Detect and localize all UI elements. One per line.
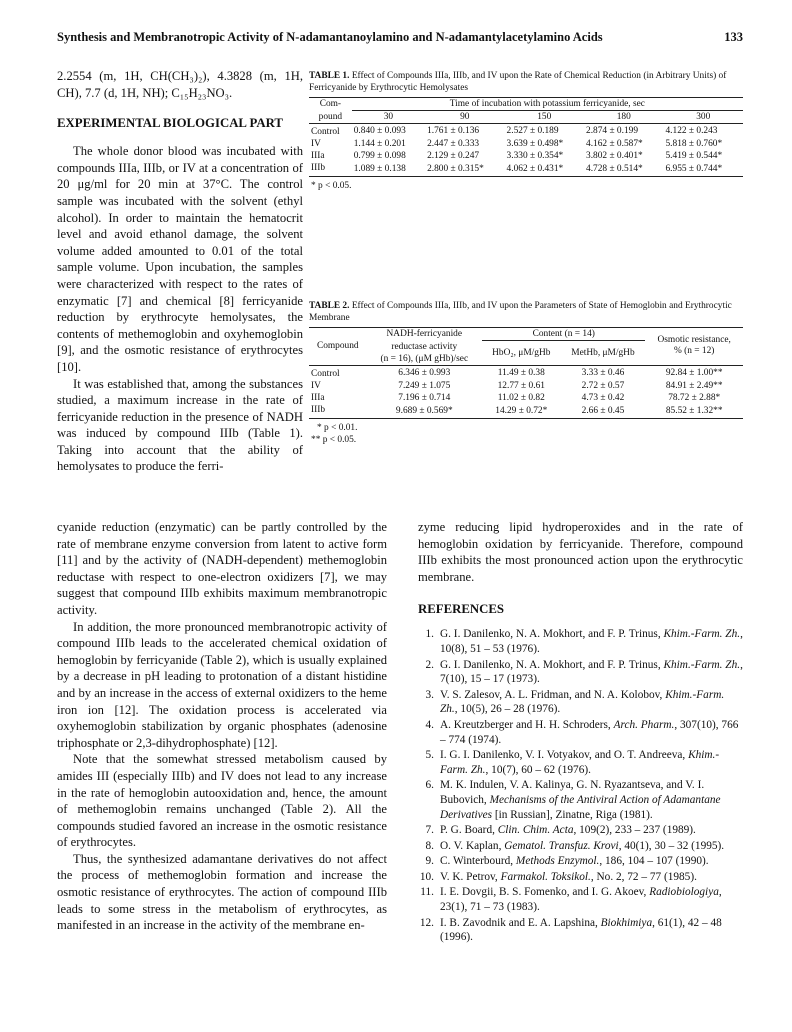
results-paragraph-start: It was established that, among the substances studied, a maximum increase in the rate of ferricyanide reduction in the presence of NADH was induced by compound IIIb (Table 1). Taking into account that the ability of hemolysates to produce the ferri- [57,376,303,474]
table-cell: 78.72 ± 2.88* [668,392,721,403]
table-cell: 2.800 ± 0.315* [427,164,484,174]
reference-authors: I. G. I. Danilenko, V. I. Votyakov, and O. T. Andreeva, [440,749,689,762]
table-2-compound: IV [311,380,321,391]
table-cell: 7.196 ± 0.714 [398,392,451,403]
table-2 [309,327,743,419]
reference-details: , 23(1), 71 – 73 (1983). [440,886,722,914]
table-cell: 4.73 ± 0.42 [581,392,625,403]
reference-number: 3. [425,688,434,701]
table-cell: 5.818 ± 0.760* [665,139,723,149]
table-2-osmotic-header-2: % (n = 12) [673,346,715,357]
reference-details: , 10(7), 60 – 62 (1976). [485,763,591,776]
reference-authors: P. G. Board, [440,824,498,837]
table-cell: 92.84 ± 1.00** [665,367,723,378]
table-cell: 2.527 ± 0.189 [506,126,559,136]
reference-number: 1. [425,628,434,641]
table-2-compound: IIIb [311,404,326,415]
table-1-label: TABLE 1. [309,71,350,81]
reference-journal: Radiobiologiya [649,886,719,899]
table-cell: 4.162 ± 0.587* [586,139,643,149]
reference-authors: A. Kreutzberger and H. H. Schroders, [440,718,614,731]
reference-number: 7. [425,824,434,837]
left-column-bottom [57,519,387,934]
table-cell: 3.33 ± 0.46 [581,367,625,378]
results-paragraph-end: cyanide reduction (enzymatic) can be partly controlled by the rate of membrane enzyme conversion from latent to active form [11] and by the activity of (NADH-dependent) methemoglobin reductase with respect to one-electron oxidizers [7], we may suggest that compound IIIb exhibits maximum membranotropic activity. [57,520,387,617]
reference-details: , 307(10), 766 – 774 (1974). [440,718,739,746]
nmr-data-paragraph: 2.2554 (m, 1H, CH(CH₃)₂), 4.3828 (m, 1H, CH), 7.7 (d, 1H, NH); C₁₅H₂₃NO₃. [57,69,303,100]
table-1-compound: IIIa [311,151,325,161]
table-1-caption [309,70,743,94]
table-2-content-header: Content (n = 14) [482,328,645,341]
section-heading: EXPERIMENTAL BIOLOGICAL PART [57,116,283,131]
table-1-group-header: Time of incubation with potassium ferricyanide, sec [352,98,743,111]
table-2-osmotic-header-1: Osmotic resistance, [657,335,731,346]
table-1-time-header: 300 [696,112,711,122]
table-cell: 1.144 ± 0.201 [353,139,406,149]
table-cell: 2.874 ± 0.199 [586,126,639,136]
page-number: 133 [724,30,743,44]
table-row [309,124,743,139]
reference-authors: O. V. Kaplan, [440,839,505,852]
table-row [309,392,743,404]
reference-journal: Khim.-Farm. Zh. [663,658,741,671]
table-1-compound: Control [311,127,340,137]
table-2-note-2: ** p < 0.05. [311,434,357,445]
methods-paragraph: The whole donor blood was incubated with compounds IIIa, IIIb, or IV at a concentration of 20 μg/ml for 20 min at 37°C. The control sample was incubated with the solvent (ethyl alcohol). In order to maintain the hematocrit level and avoid ethanol damage, the solvent volume added amounted to 0.01 of the total sample volume. Upon incubation, the samples were characterized with respect to the rates of enzymatic [7] and chemical [8] ferricyanide reduction by erythrocyte hemolysates, the contents of methemoglobin and oxyhemoglobin [9], and the osmotic resistance of erythrocytes [10]. [57,144,303,374]
conclusion-paragraph-end: zyme reducing lipid hydroperoxides and in the rate of hemoglobin oxidation by ferricyanide. Therefore, compound IIIb exhibits the most pronounced action upon the erythrocytic membrane. [418,520,743,584]
reference-details: [in Russian], Zinatne, Riga (1981). [492,808,653,821]
oxidation-paragraph: In addition, the more pronounced membranotropic activity of compound IIIb leads to the accelerated chemical oxidation of hemoglobin by ferricyanide (Table 2), which is usually explained by a decrease in pH leading to protonation of a distant histidine and by an increase in the access of external oxidizers to the heme iron ion [12]. The oxidation process is accelerated via oxyhemoglobin stabilization by organic phosphates (adenosine triphosphate or 2,3-dihydrophosphate) [12]. [57,619,387,750]
reference-journal: Khim.-Farm. Zh. [663,628,741,641]
reference-authors: I. E. Dovgii, B. S. Fomenko, and I. G. Akoev, [440,886,650,899]
table-row [309,404,743,419]
reference-authors: M. K. Indulen, V. A. Kalinya, G. N. Ryazantseva, and V. I. Bubovich, [440,779,705,806]
table-cell: 85.52 ± 1.32** [665,405,723,416]
reference-authors: G. I. Danilenko, N. A. Mokhort, and F. P. Trinus, [440,628,664,641]
table-2-hbo2-header: HbO₂, μM/gHb [492,347,551,358]
reference-authors: I. B. Zavodnik and E. A. Lapshina, [440,916,601,929]
table-cell: 1.089 ± 0.138 [353,164,406,174]
table-1-compound: IV [311,139,321,149]
table-cell: 2.66 ± 0.45 [581,405,625,416]
table-2-label: TABLE 2. [309,301,350,311]
table-row [309,150,743,162]
table-cell: 4.122 ± 0.243 [665,126,718,136]
table-2-nadh-header-3: (n = 16), (μM gHb)/sec [380,353,469,364]
reference-item [418,839,743,854]
table-1-time-header: 30 [383,112,394,122]
reference-details: , 10(8), 51 – 53 (1976). [440,628,743,655]
reference-number: 4. [425,718,434,731]
left-column-top [57,68,303,475]
table-2-note-1: * p < 0.01. [317,422,358,433]
table-2-caption [309,300,743,324]
reference-number: 9. [425,855,434,868]
table-1-block [309,70,743,192]
reference-authors: V. K. Petrov, [440,870,501,883]
reference-number: 8. [425,839,434,852]
table-2-compound: IIIa [311,392,325,403]
table-cell: 3.639 ± 0.498* [506,139,564,149]
table-cell: 1.761 ± 0.136 [427,126,480,136]
reference-item [418,823,743,838]
table-cell: 6.955 ± 0.744* [665,164,723,174]
table-row [309,138,743,150]
table-2-methb-header: MetHb, μM/gHb [571,347,635,358]
reference-journal: Biokhimiya [600,916,653,929]
table-cell: 2.72 ± 0.57 [581,380,625,391]
reference-details: , No. 2, 72 – 77 (1985). [590,870,697,883]
reference-journal: Methods Enzymol. [515,855,600,868]
table-cell: 4.728 ± 0.514* [586,164,643,174]
right-column-bottom [418,519,743,946]
reference-details: , 40(1), 30 – 32 (1995). [618,839,725,852]
reference-item [418,870,743,885]
reference-journal: Gematol. Transfuz. Krovi [504,839,619,852]
reference-item [418,658,743,687]
reference-number: 11. [420,886,434,899]
reference-item [418,627,743,656]
table-2-compound-header: Compound [316,341,359,352]
reference-item [418,718,743,747]
table-cell: 11.02 ± 0.82 [497,392,545,403]
table-1-col0-head-b: pound [318,111,343,122]
table-1-time-header: 180 [616,112,631,122]
metabolism-paragraph: Note that the somewhat stressed metabolism caused by amides III (especially IIIb) and IV does not lead to any increase in the rate of hemoglobin autooxidation and, hence, the amount of methemoglobin remains unchanged (Table 2). All the compounds studied favored an increase in the osmotic resistance of erythrocytes. [57,752,387,850]
table-1-note: * p < 0.05. [311,181,352,191]
reference-number: 2. [425,658,434,671]
reference-authors: C. Winterbourd, [440,855,516,868]
table-cell: 12.77 ± 0.61 [497,380,545,391]
reference-details: , 109(2), 233 – 237 (1989). [573,824,696,837]
table-cell: 0.840 ± 0.093 [353,126,406,136]
table-cell: 0.799 ± 0.098 [353,151,406,161]
table-cell: 84.91 ± 2.49** [665,380,723,391]
table-cell: 2.447 ± 0.333 [427,139,480,149]
reference-journal: Farmakol. Toksikol. [500,870,591,883]
table-2-osmotic-header [645,328,743,366]
reference-item [418,854,743,869]
reference-item [418,916,743,945]
table-cell: 3.802 ± 0.401* [586,151,643,161]
table-2-nadh-header-2: reductase activity [391,341,458,352]
table-cell: 14.29 ± 0.72* [495,405,548,416]
table-1-time-header: 150 [537,112,552,122]
conclusion-paragraph: Thus, the synthesized adamantane derivatives do not affect the process of methemoglobin formation and increase the osmotic resistance of erythrocytes. The action of compound IIIb leads to some stress in the metabolism of erythrocytes, as manifested in an increase in the activity of the membrane en- [57,851,387,933]
table-cell: 4.062 ± 0.431* [506,164,564,174]
table-cell: 2.129 ± 0.247 [427,151,480,161]
table-cell: 9.689 ± 0.569* [395,405,453,416]
reference-item [418,885,743,914]
reference-journal: Arch. Pharm. [613,718,675,731]
table-row [309,380,743,392]
table-row [309,162,743,177]
reference-number: 12. [419,916,434,929]
running-header [57,30,743,50]
reference-item [418,688,743,717]
table-cell: 5.419 ± 0.544* [665,151,723,161]
reference-number: 5. [425,749,434,762]
table-1 [309,97,743,177]
reference-number: 10. [419,870,434,883]
reference-authors: G. I. Danilenko, N. A. Mokhort, and F. P. Trinus, [440,658,664,671]
references-heading: REFERENCES [418,602,505,617]
table-row [309,365,743,380]
table-cell: 3.330 ± 0.354* [506,151,564,161]
running-title: Synthesis and Membranotropic Activity of N-adamantanoylamino and N-adamantylacetylamino Acids [57,30,603,44]
table-cell: 6.346 ± 0.993 [398,367,451,378]
reference-journal: Khim.-Farm. Zh. [440,749,720,776]
table-1-caption-text: Effect of Compounds IIIa, IIIb, and IV upon the Rate of Chemical Reduction (in Arbitrary Units) of Ferricyanide by Erythrocytic Hemolysates [309,71,727,93]
table-1-col0-head-a: Com- [319,99,342,110]
table-cell: 11.49 ± 0.38 [497,367,545,378]
table-2-block [309,300,743,446]
reference-number: 6. [425,779,434,792]
reference-journal: Mechanisms of the Antiviral Action of Adamantane Derivatives [440,793,721,821]
table-2-caption-text: Effect of Compounds IIIa, IIIb, and IV upon the Parameters of State of Hemoglobin and Erythrocytic Membrane [309,301,732,323]
table-1-time-header: 90 [460,112,470,122]
table-cell: 7.249 ± 1.075 [398,380,451,391]
reference-item [418,778,743,822]
table-1-compound: IIIb [311,163,326,173]
reference-details: , 10(5), 26 – 28 (1976). [454,703,561,716]
table-2-nadh-header-1: NADH-ferricyanide [386,329,463,340]
table-2-compound: Control [311,368,340,379]
reference-journal: Clin. Chim. Acta [497,824,574,837]
reference-details: , 186, 104 – 107 (1990). [599,855,709,868]
reference-item [418,748,743,777]
reference-list [418,627,743,944]
reference-journal: Khim.-Farm. Zh. [440,688,725,716]
reference-details: , 7(10), 15 – 17 (1973). [440,658,743,686]
reference-authors: V. S. Zalesov, A. L. Fridman, and N. A. Kolobov, [440,688,666,701]
reference-details: , 61(1), 42 – 48 (1996). [440,916,722,944]
